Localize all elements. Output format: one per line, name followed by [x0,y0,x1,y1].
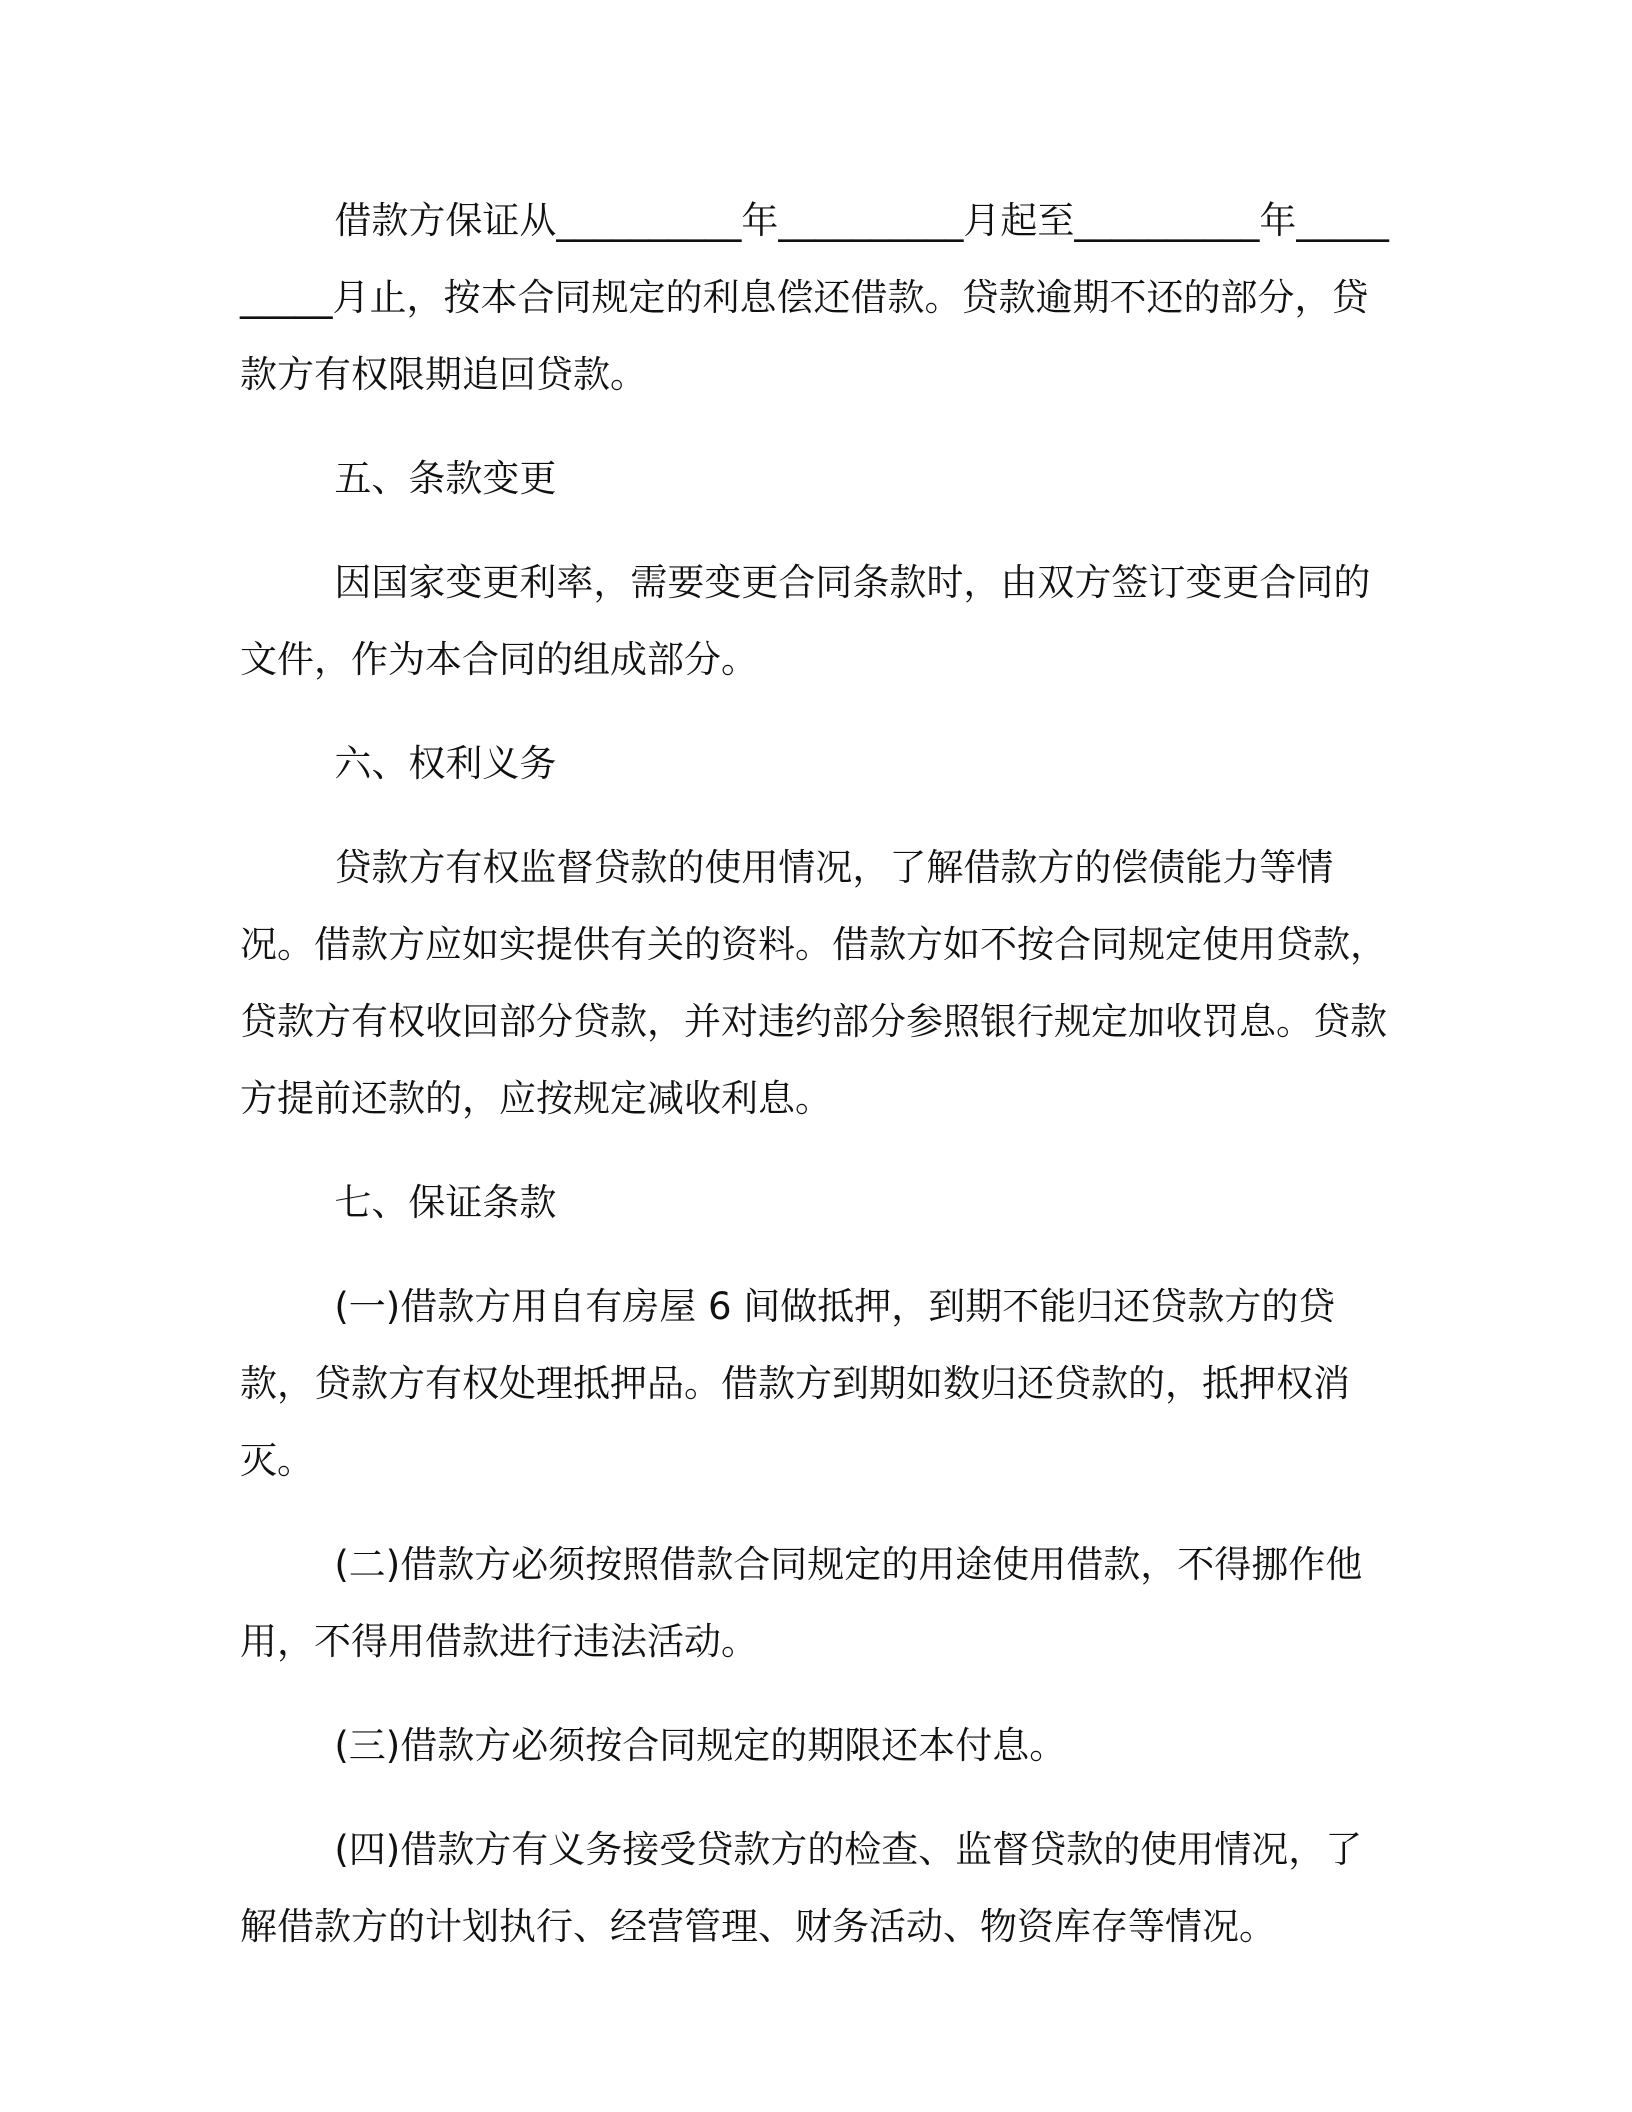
paragraph-guarantee-1: (一)借款方用自有房屋 6 间做抵押，到期不能归还贷款方的贷款，贷款方有权处理抵押品。借款方到期如数归还贷款的，抵押权消灭。 [240,1285,1350,1482]
heading-clause-change: 五、条款变更 [334,457,557,500]
heading-guarantee-clauses: 七、保证条款 [334,1181,557,1224]
paragraph-repayment-guarantee: 借款方保证从__________年__________月起至__________年__________月止，按本合同规定的利息偿还借款。贷款逾期不还的部分，贷款方有权限期追回贷款。 [240,199,1389,396]
paragraph-supervision: 贷款方有权监督贷款的使用情况，了解借款方的偿债能力等情况。借款方应如实提供有关的资料。借款方如不按合同规定使用贷款，贷款方有权收回部分贷款，并对违约部分参照银行规定加收罚息。贷款方提前还款的，应按规定减收利息。 [240,846,1387,1120]
paragraph-guarantee-4: (四)借款方有义务接受贷款方的检查、监督贷款的使用情况，了解借款方的计划执行、经营管理、财务活动、物资库存等情况。 [240,1828,1363,1948]
document-body [240,182,1390,1992]
paragraph-guarantee-3: (三)借款方必须按合同规定的期限还本付息。 [334,1724,1067,1767]
paragraph-guarantee-2: (二)借款方必须按照借款合同规定的用途使用借款，不得挪作他用，不得用借款进行违法活动。 [240,1543,1363,1663]
heading-rights-obligations: 六、权利义务 [334,742,557,785]
paragraph-rate-change: 因国家变更利率，需要变更合同条款时，由双方签订变更合同的文件，作为本合同的组成部分。 [240,561,1371,681]
